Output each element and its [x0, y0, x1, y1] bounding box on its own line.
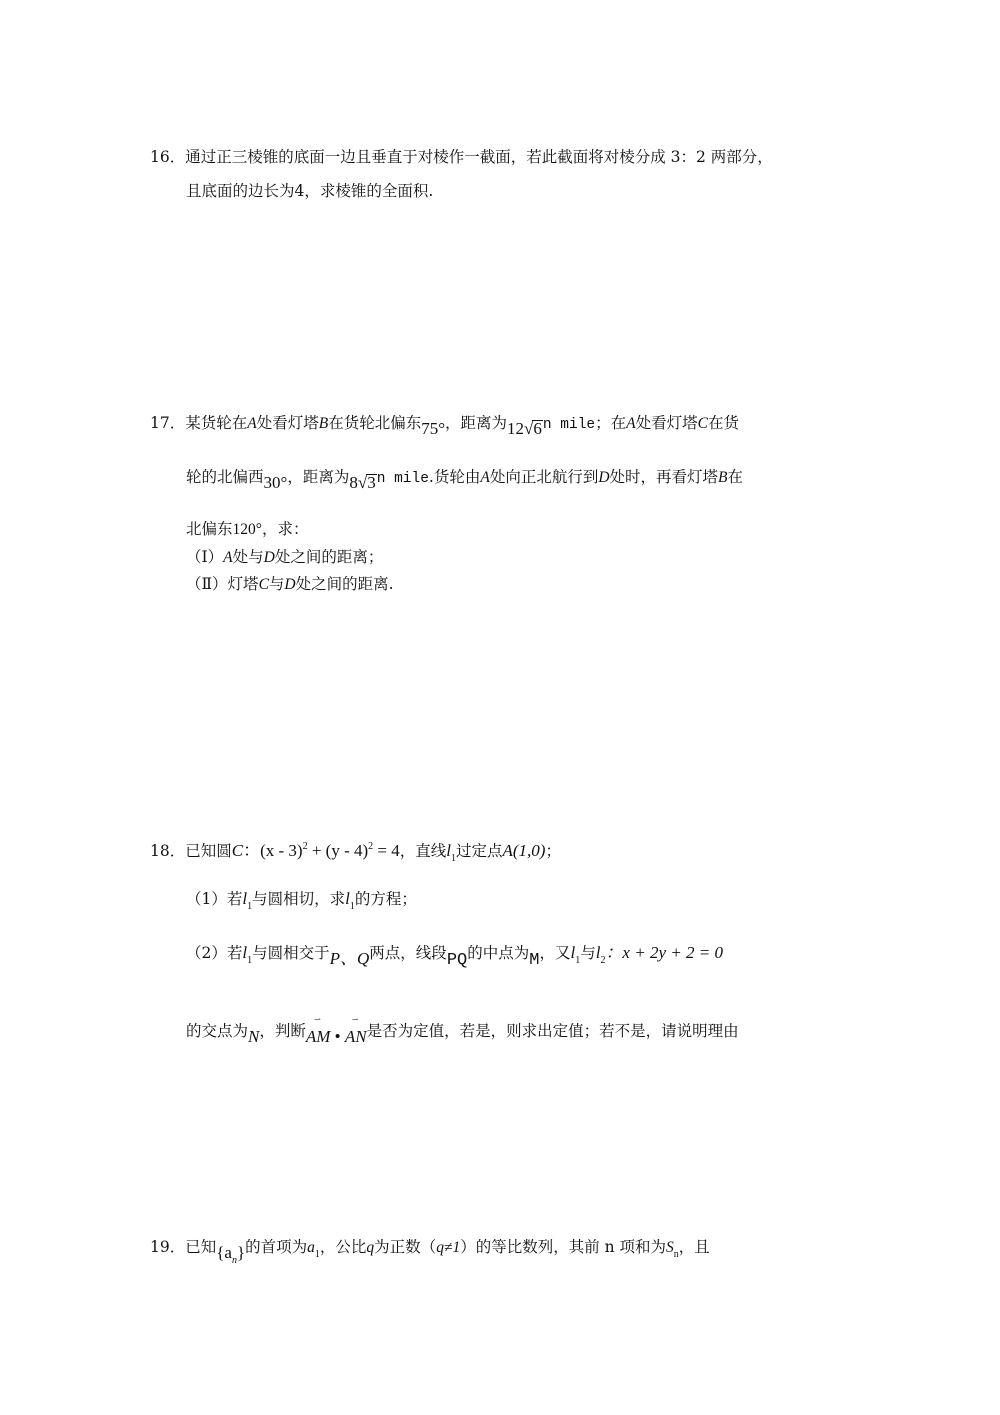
q19-line1: 19．已知$\{a_n\}$的首项为$a_1$，公比q为正数（q≠1）的等比数列，其前 n 项和为$S_n$，且	[150, 1238, 710, 1266]
distance-12-root-6: 12√6	[507, 419, 542, 438]
distance-8-root-3: 8√3	[349, 473, 376, 492]
q17-number: 17．	[150, 414, 186, 432]
q18-part2-line2: 的交点为N，判断 ⇀ AM • ⇀ AN是否为定值，若是，则求出定值；若不是，请说明理由	[186, 1015, 739, 1046]
q17-line1: 17．某货轮在A处看灯塔B在货轮北偏东75°，距离为12√6n mile；在A处看灯塔C在货	[150, 414, 739, 438]
q18-part1: （1）若$l_1$与圆相切，求$l_1$的方程；	[186, 889, 417, 912]
q18-number: 18．	[150, 842, 186, 860]
circle-equation: C：(x - 3)$^2$ + (y - 4)$^2$ = 4	[231, 841, 400, 860]
fixed-point: A(1,0)	[502, 841, 546, 860]
q16-line2: 且底面的边长为4，求棱锥的全面积.	[186, 182, 434, 200]
line-l2-equation: ：x + 2y + 2 = 0	[605, 943, 723, 962]
angle-75: 75°	[421, 419, 446, 438]
q18-part2-line1: （2）若$l_1$与圆相交于P、Q两点，线段PQ的中点为M，又$l_1$与$l_2$：x + 2y + 2 = 0	[186, 943, 723, 970]
q17-line2: 轮的北偏西30°，距离为8√3n mile.货轮由A处向正北航行到D处时，再看灯塔B在	[186, 468, 744, 492]
angle-30: 30°	[263, 473, 288, 492]
q16-line1: 16．通过正三棱锥的底面一边且垂直于对棱作一截面，若此截面将对棱分成 3：2 两部分，	[150, 148, 773, 166]
q18-line1: 18．已知圆C：(x - 3)$^2$ + (y - 4)$^2$ = 4，直线$l_1$过定点A(1,0)；	[150, 841, 561, 864]
angle-120: 120°	[232, 521, 262, 538]
q17-line3: 北偏东120°，求：	[186, 520, 309, 538]
q19-number: 19．	[150, 1238, 186, 1256]
vector-dot-product: ⇀ AM • ⇀ AN	[305, 1015, 367, 1046]
q17-part2: （Ⅱ）灯塔C与D处之间的距离.	[186, 575, 394, 593]
q17-part1: （Ⅰ）A处与D处之间的距离；	[186, 548, 384, 566]
sequence-an: $\{a_n\}$	[216, 1243, 246, 1266]
